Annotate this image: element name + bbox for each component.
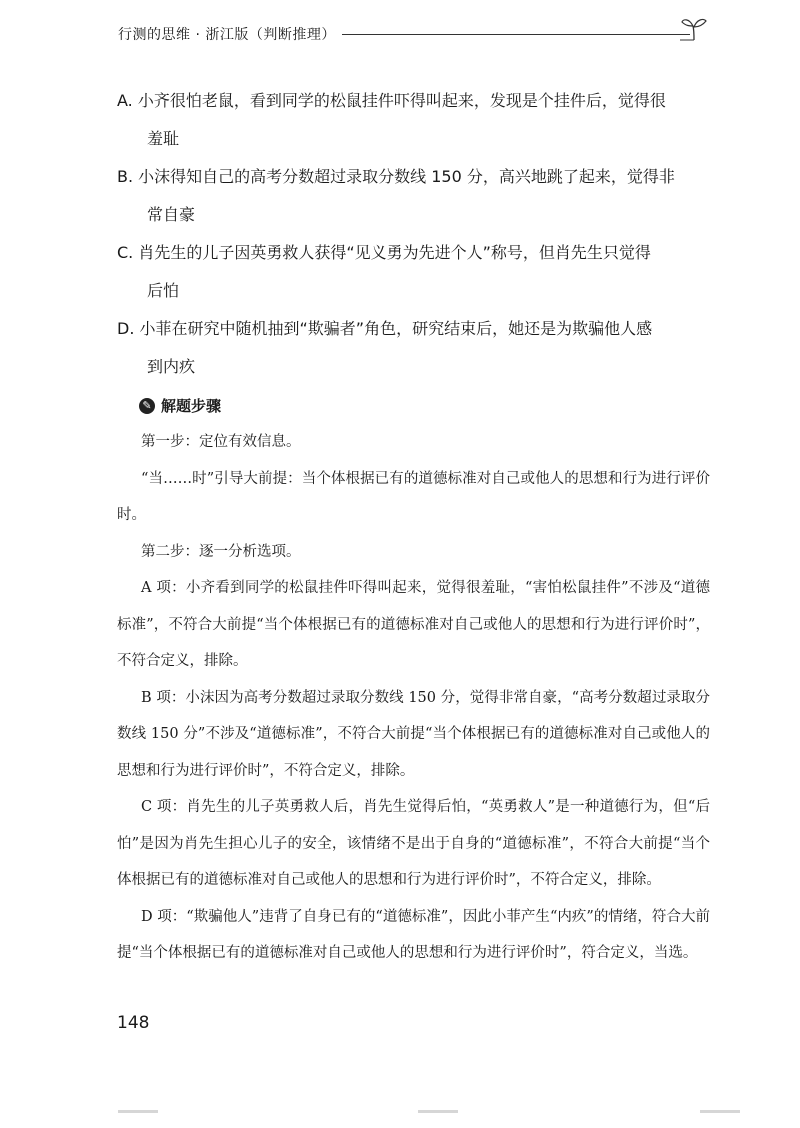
option-b: B. 小沫得知自己的高考分数超过录取分数线 150 分，高兴地跳了起来，觉得非 常自豪 bbox=[117, 167, 675, 224]
answer-options bbox=[117, 82, 710, 386]
analysis-d: D 项：“欺骗他人”违背了自身已有的“道德标准”，因此小菲产生“内疚”的情绪，符合大前提“当个体根据已有的道德标准对自己或他人的思想和行为进行评价时”，符合定义，当选。 bbox=[117, 908, 710, 961]
premise-paragraph: “当……时”引导大前提：当个体根据已有的道德标准对自己或他人的思想和行为进行评价时。 bbox=[117, 470, 710, 523]
step-two: 第二步：逐一分析选项。 bbox=[141, 543, 301, 560]
scan-artifact bbox=[118, 1110, 158, 1113]
scan-artifact bbox=[700, 1110, 740, 1113]
sprout-icon bbox=[680, 12, 708, 42]
analysis-a: A 项：小齐看到同学的松鼠挂件吓得叫起来，觉得很羞耻，“害怕松鼠挂件”不涉及“道德标准”，不符合大前提“当个体根据已有的道德标准对自己或他人的思想和行为进行评价时”，不符合定义，排除。 bbox=[117, 580, 710, 669]
option-c: C. 肖先生的儿子因英勇救人获得“见义勇为先进个人”称号，但肖先生只觉得 后怕 bbox=[117, 243, 651, 300]
pencil-circle-icon: ✎ bbox=[139, 398, 155, 414]
scan-artifact bbox=[418, 1110, 458, 1113]
page-number: 148 bbox=[117, 1013, 150, 1033]
option-a: A. 小齐很怕老鼠，看到同学的松鼠挂件吓得叫起来，发现是个挂件后，觉得很 羞耻 bbox=[117, 91, 666, 148]
step-one: 第一步：定位有效信息。 bbox=[141, 434, 301, 450]
analysis-b: B 项：小沫因为高考分数超过录取分数线 150 分，觉得非常自豪，“高考分数超过录取分数线 150 分”不涉及“道德标准”，不符合大前提“当个体根据已有的道德标准对自己或他人的思想和行为进行评价时”，不符合定义，排除。 bbox=[117, 689, 710, 779]
header-title: 行测的思维 · 浙江版（判断推理） bbox=[118, 24, 342, 44]
analysis-c: C 项：肖先生的儿子英勇救人后，肖先生觉得后怕，“英勇救人”是一种道德行为，但“后怕”是因为肖先生担心儿子的安全，该情绪不是出于自身的“道德标准”，不符合大前提“当个体根据已有的道德标准对自己或他人的思想和行为进行评价时”，不符合定义，排除。 bbox=[117, 799, 710, 888]
solution-heading: ✎ 解题步骤 bbox=[117, 388, 710, 424]
option-d: D. 小菲在研究中随机抽到“欺骗者”角色，研究结束后，她还是为欺骗他人感 到内疚 bbox=[117, 319, 653, 376]
running-header bbox=[118, 22, 708, 46]
page-content bbox=[117, 82, 710, 972]
solution-body bbox=[117, 424, 710, 972]
